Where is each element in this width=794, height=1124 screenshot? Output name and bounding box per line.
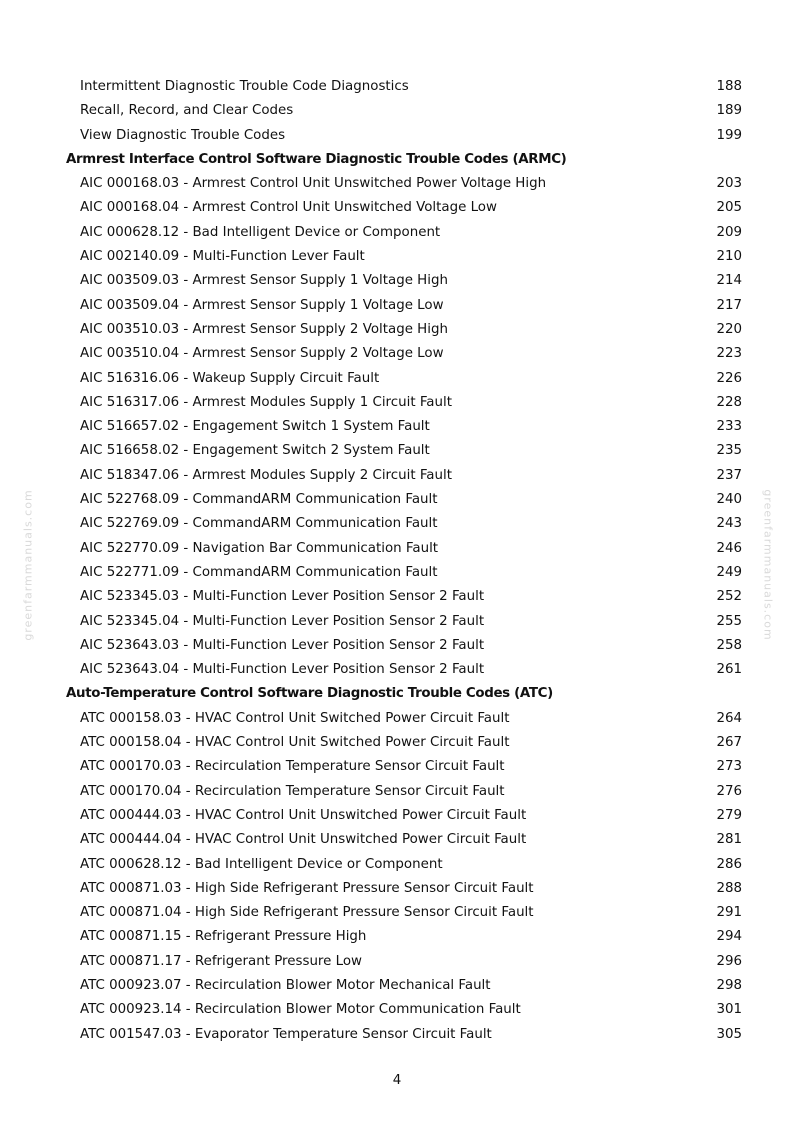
toc-entry-title: ATC 000871.17 - Refrigerant Pressure Low: [80, 953, 363, 969]
toc-entry-title: AIC 516657.02 - Engagement Switch 1 System Fault: [80, 419, 430, 435]
watermark-left: greenfarmmanuals.com: [21, 489, 35, 641]
toc-entry-title: AIC 523643.03 - Multi-Function Lever Position Sensor 2 Fault: [80, 637, 485, 653]
toc-entry[interactable]: [0, 415, 794, 439]
toc-entry-page: 252: [716, 589, 742, 605]
toc-entry[interactable]: [0, 512, 794, 536]
toc-section-heading: [0, 148, 794, 172]
toc-entry-title: Intermittent Diagnostic Trouble Code Diagnostics: [80, 79, 409, 94]
toc-entry[interactable]: [0, 172, 794, 196]
toc-entry-title: AIC 000628.12 - Bad Intelligent Device or Component: [80, 224, 441, 240]
toc-entry-title: Recall, Record, and Clear Codes: [80, 103, 294, 119]
toc-entry-page: 286: [716, 856, 742, 872]
toc-entry[interactable]: [0, 367, 794, 391]
toc-entry[interactable]: [0, 585, 794, 609]
toc-entry[interactable]: [0, 196, 794, 220]
toc-entry-title: AIC 522771.09 - CommandARM Communication Fault: [80, 564, 438, 580]
toc-entry[interactable]: [0, 610, 794, 634]
toc-entry[interactable]: [0, 901, 794, 925]
toc-entry-page: 220: [716, 321, 742, 337]
toc-entry[interactable]: [0, 464, 794, 488]
toc-entry[interactable]: [0, 658, 794, 682]
toc-entry[interactable]: [0, 950, 794, 974]
toc-entry-page: 228: [716, 394, 742, 410]
toc-entry[interactable]: [0, 974, 794, 998]
toc-entry-title: AIC 002140.09 - Multi-Function Lever Fault: [80, 249, 365, 265]
toc-entry-title: Armrest Interface Control Software Diagnostic Trouble Codes (ARMC): [66, 151, 567, 167]
toc-entry-page: 226: [716, 370, 742, 386]
toc-entry-title: AIC 003509.03 - Armrest Sensor Supply 1 Voltage High: [80, 273, 448, 289]
toc-entry-title: AIC 523345.03 - Multi-Function Lever Position Sensor 2 Fault: [80, 589, 485, 605]
toc-entry-page: 301: [716, 1002, 742, 1018]
toc-entry-page: 276: [716, 783, 742, 799]
toc-entry-title: AIC 523643.04 - Multi-Function Lever Position Sensor 2 Fault: [80, 662, 485, 678]
toc-entry-page: 189: [716, 103, 742, 119]
toc-entry-page: 243: [716, 516, 742, 532]
toc-entry-title: AIC 523345.04 - Multi-Function Lever Position Sensor 2 Fault: [80, 613, 485, 629]
toc-entry-title: ATC 000444.04 - HVAC Control Unit Unswitched Power Circuit Fault: [80, 832, 527, 848]
toc-entry-page: 203: [716, 176, 742, 192]
toc-entry-title: ATC 000871.03 - High Side Refrigerant Pressure Sensor Circuit Fault: [80, 880, 534, 896]
toc-entry[interactable]: [0, 853, 794, 877]
watermark-right: greenfarmmanuals.com: [761, 489, 775, 641]
toc-entry-title: AIC 522769.09 - CommandARM Communication Fault: [80, 516, 438, 532]
toc-entry-title: AIC 522768.09 - CommandARM Communication Fault: [80, 492, 438, 508]
toc-entry-page: 210: [716, 249, 742, 265]
toc-entry-page: 237: [716, 467, 742, 483]
toc-entry[interactable]: [0, 245, 794, 269]
toc-entry-page: 209: [716, 224, 742, 240]
toc-entry-page: 291: [716, 905, 742, 921]
toc-entry-page: 261: [716, 662, 742, 678]
toc-entry[interactable]: [0, 537, 794, 561]
toc-entry-page: 258: [716, 637, 742, 653]
toc-entry[interactable]: [0, 780, 794, 804]
toc-entry-page: 246: [716, 540, 742, 556]
toc-entry[interactable]: [0, 731, 794, 755]
toc-entry-title: ATC 000158.03 - HVAC Control Unit Switched Power Circuit Fault: [80, 710, 510, 726]
toc-entry-title: ATC 000923.14 - Recirculation Blower Motor Communication Fault: [80, 1002, 521, 1018]
toc-entry-page: 288: [716, 880, 742, 896]
toc-entry[interactable]: [0, 318, 794, 342]
toc-entry[interactable]: [0, 221, 794, 245]
toc-entry-page: 264: [716, 710, 742, 726]
toc-entry-title: AIC 003510.03 - Armrest Sensor Supply 2 Voltage High: [80, 321, 448, 337]
toc-entry-title: ATC 000444.03 - HVAC Control Unit Unswitched Power Circuit Fault: [80, 807, 527, 823]
table-of-contents: [0, 75, 794, 1047]
toc-entry-page: 279: [716, 807, 742, 823]
toc-entry-page: 296: [716, 953, 742, 969]
toc-entry-page: 273: [716, 759, 742, 775]
toc-entry-title: ATC 000158.04 - HVAC Control Unit Switched Power Circuit Fault: [80, 735, 510, 751]
toc-entry[interactable]: [0, 877, 794, 901]
toc-entry-title: View Diagnostic Trouble Codes: [80, 127, 286, 143]
toc-entry-title: ATC 000923.07 - Recirculation Blower Motor Mechanical Fault: [80, 977, 491, 993]
toc-entry[interactable]: [0, 755, 794, 779]
toc-entry-title: ATC 000871.04 - High Side Refrigerant Pressure Sensor Circuit Fault: [80, 905, 534, 921]
toc-entry-title: ATC 000871.15 - Refrigerant Pressure High: [80, 929, 367, 945]
toc-entry-page: 235: [716, 443, 742, 459]
toc-entry[interactable]: [0, 561, 794, 585]
toc-entry-page: 249: [716, 564, 742, 580]
toc-entry[interactable]: [0, 634, 794, 658]
toc-entry-title: Auto-Temperature Control Software Diagnostic Trouble Codes (ATC): [66, 686, 553, 702]
toc-entry-title: AIC 516658.02 - Engagement Switch 2 System Fault: [80, 443, 430, 459]
toc-entry-page: 298: [716, 977, 742, 993]
toc-entry-page: 240: [716, 492, 742, 508]
toc-entry-page: 199: [716, 127, 742, 143]
toc-entry-title: ATC 001547.03 - Evaporator Temperature Sensor Circuit Fault: [80, 1026, 492, 1042]
toc-entry-title: AIC 003510.04 - Armrest Sensor Supply 2 Voltage Low: [80, 346, 444, 362]
toc-entry-page: 233: [716, 419, 742, 435]
toc-entry-page: 255: [716, 613, 742, 629]
toc-entry-title: AIC 516316.06 - Wakeup Supply Circuit Fault: [80, 370, 380, 386]
toc-entry[interactable]: [0, 828, 794, 852]
toc-entry-page: 305: [716, 1026, 742, 1042]
toc-entry[interactable]: [0, 342, 794, 366]
toc-entry-page: 188: [716, 79, 742, 94]
page-number: 4: [392, 1073, 402, 1088]
toc-entry-page: 214: [716, 273, 742, 289]
toc-entry-title: AIC 518347.06 - Armrest Modules Supply 2 Circuit Fault: [80, 467, 452, 483]
toc-entry-title: AIC 516317.06 - Armrest Modules Supply 1 Circuit Fault: [80, 394, 452, 410]
toc-entry-page: 294: [716, 929, 742, 945]
toc-entry-title: AIC 003509.04 - Armrest Sensor Supply 1 Voltage Low: [80, 297, 444, 313]
toc-entry[interactable]: [0, 124, 794, 148]
toc-entry-title: ATC 000170.04 - Recirculation Temperature Sensor Circuit Fault: [80, 783, 505, 799]
toc-entry-page: 223: [716, 346, 742, 362]
toc-entry[interactable]: [0, 439, 794, 463]
toc-entry-page: 267: [716, 735, 742, 751]
toc-entry[interactable]: [0, 269, 794, 293]
toc-entry[interactable]: [0, 488, 794, 512]
toc-entry-title: AIC 000168.03 - Armrest Control Unit Unswitched Power Voltage High: [80, 176, 547, 192]
toc-section-heading: [0, 682, 794, 706]
toc-entry-title: ATC 000628.12 - Bad Intelligent Device or Component: [80, 856, 443, 872]
toc-entry[interactable]: [0, 1023, 794, 1047]
toc-entry[interactable]: [0, 391, 794, 415]
toc-entry-title: AIC 522770.09 - Navigation Bar Communication Fault: [80, 540, 439, 556]
toc-entry[interactable]: [0, 804, 794, 828]
toc-entry[interactable]: [0, 75, 794, 99]
toc-entry-title: AIC 000168.04 - Armrest Control Unit Unswitched Voltage Low: [80, 200, 497, 216]
toc-entry-title: ATC 000170.03 - Recirculation Temperature Sensor Circuit Fault: [80, 759, 505, 775]
toc-entry-page: 205: [716, 200, 742, 216]
toc-entry[interactable]: [0, 998, 794, 1022]
toc-entry[interactable]: [0, 294, 794, 318]
toc-entry-page: 281: [716, 832, 742, 848]
toc-entry[interactable]: [0, 707, 794, 731]
toc-entry[interactable]: [0, 925, 794, 949]
toc-entry[interactable]: [0, 99, 794, 123]
toc-entry-page: 217: [716, 297, 742, 313]
